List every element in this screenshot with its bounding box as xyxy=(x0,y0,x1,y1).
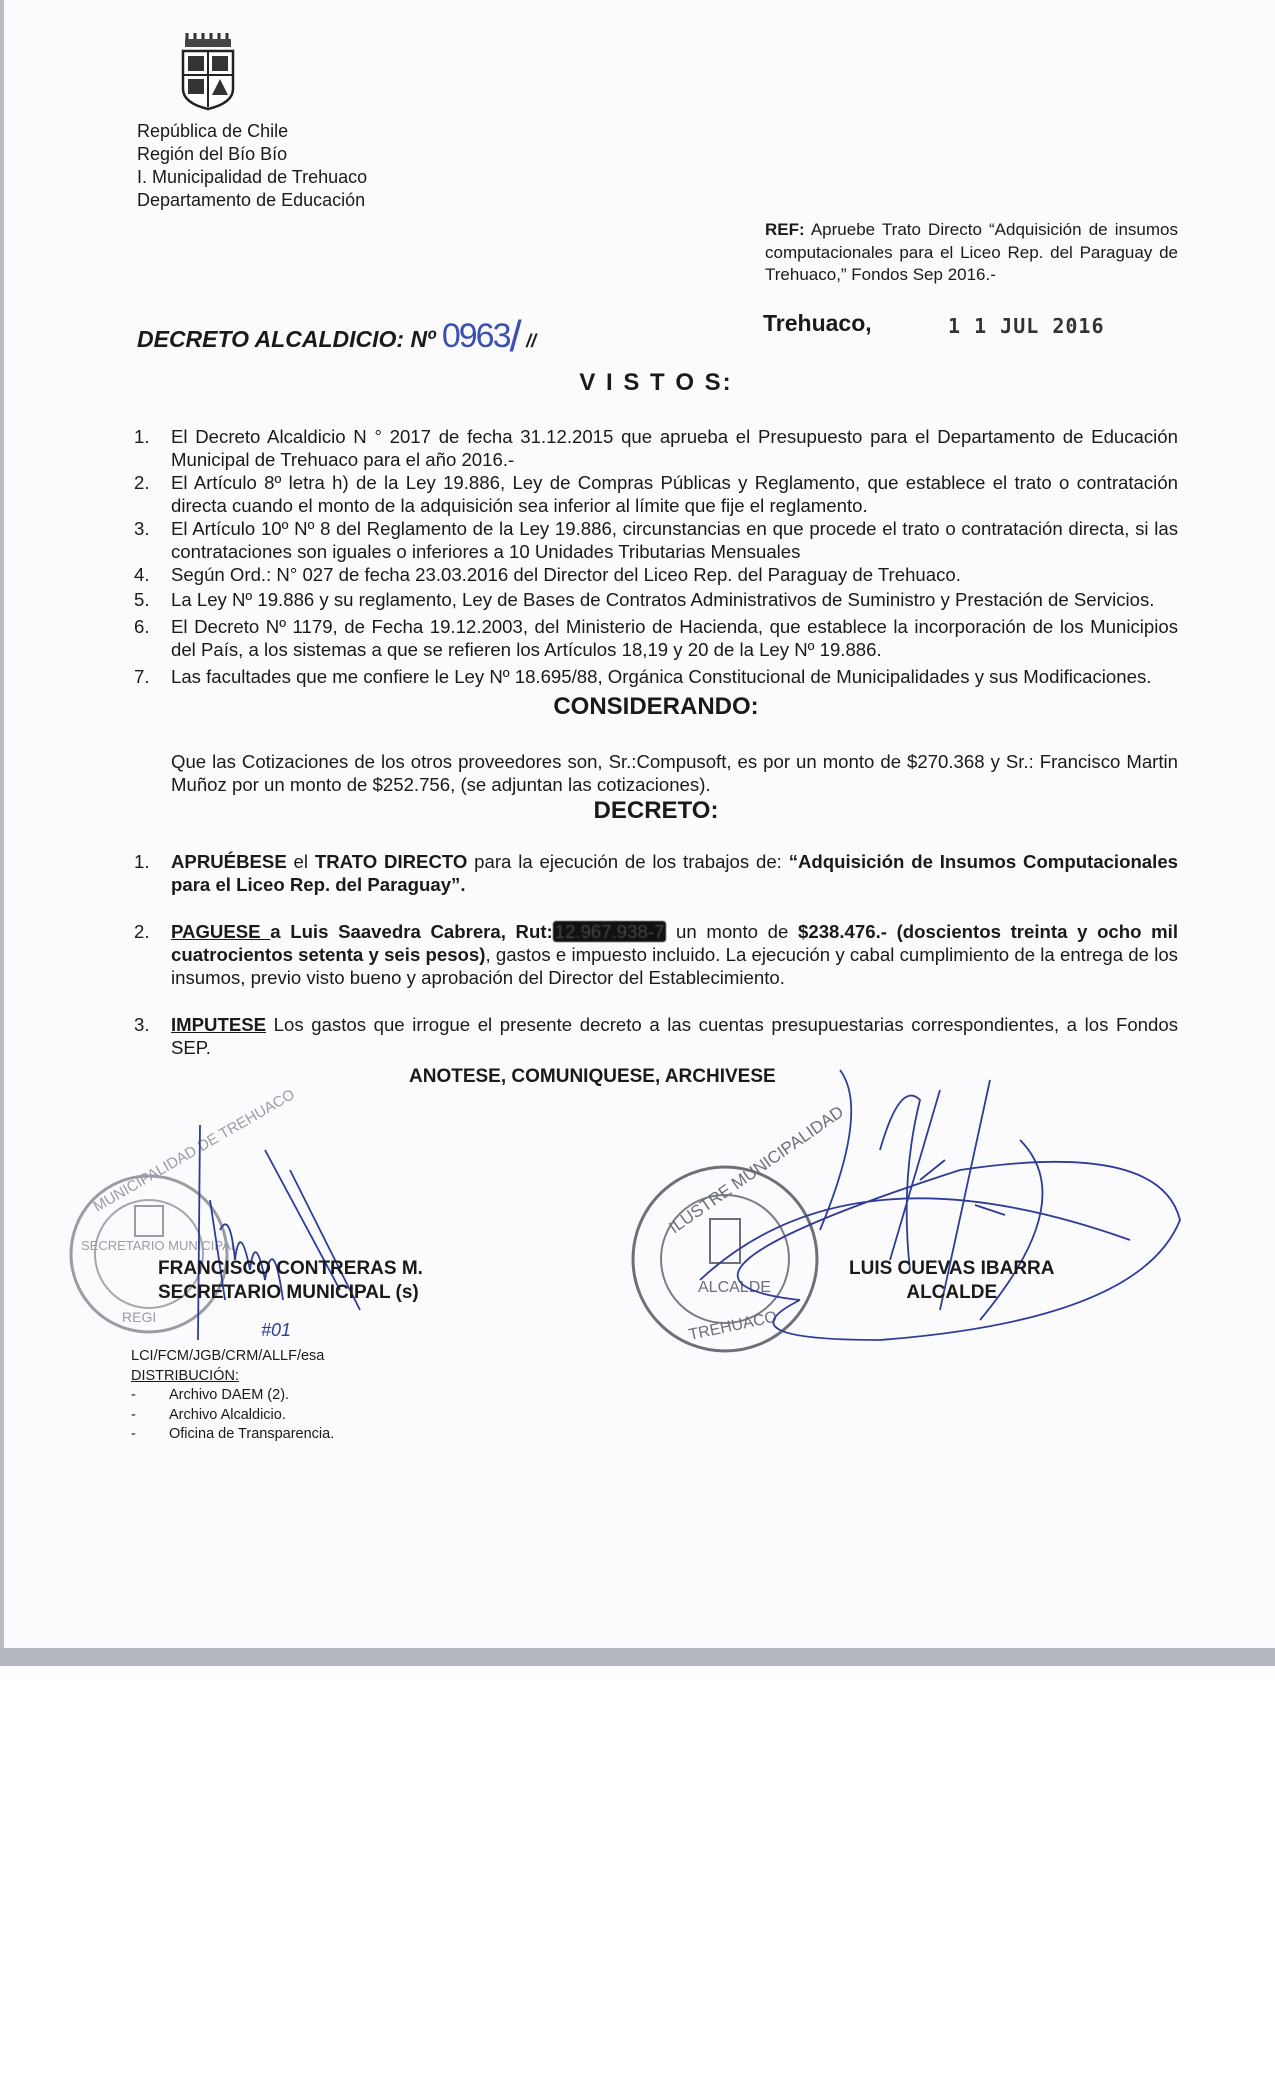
vistos-item: 7. Las facultades que me confiere le Ley Nº 18.695/88, Orgánica Constitucional de Municipalidades y sus Modificaciones. xyxy=(134,666,1152,687)
secretary-signature-block xyxy=(158,1257,423,1305)
vistos-item: 5. La Ley Nº 19.886 y su reglamento, Ley de Bases de Contratos Administrativos de Suministro y Prestación de Servicios. xyxy=(134,589,1155,610)
decree-date-stamp: 1 1 JUL 2016 xyxy=(948,314,1105,338)
decree-number-handwritten: 0963 xyxy=(441,317,510,355)
coat-of-arms-logo xyxy=(177,33,239,111)
decreto-item-pay: 2. PAGUESE a Luis Saavedra Cabrera, Rut: 12.967.938-7 un monto de $238.476.- (doscientos treinta y ocho mil cuatrocientos setenta y seis pesos), gastos e impuesto incluido. La ejecución y cabal cumplimiento de la entrega de los insumos, previo visto bueno y aprobación del Director del Establecimiento. xyxy=(134,921,1179,988)
redacted-rut: 12.967.938-7 xyxy=(554,921,665,942)
issuer-header xyxy=(137,120,367,212)
vistos-item: 2. El Artículo 8º letra h) de la Ley 19.886, Ley de Compras Públicas y Reglamento, que establece el trato o contratación directa cuando el monto de la adquisición sea inferior al límite que fije el reglamento. xyxy=(134,472,1178,516)
vistos-item: 1. El Decreto Alcaldicio N ° 2017 de fecha 31.12.2015 que aprueba el Presupuesto para el Departamento de Educación Municipal de Trehuaco para el año 2016.- xyxy=(134,426,1178,470)
seal-text: ILUSTRE MUNICIPALIDAD xyxy=(665,1102,848,1238)
header-line: I. Municipalidad de Trehuaco xyxy=(137,167,368,187)
header-line: Departamento de Educación xyxy=(137,190,366,210)
ref-label: REF: xyxy=(765,220,805,239)
secretary-signature xyxy=(100,1110,400,1350)
secretary-name: FRANCISCO CONTRERAS M. xyxy=(158,1258,423,1279)
handwritten-note: #01 xyxy=(261,1320,292,1340)
distribution-label: DISTRIBUCIÓN: xyxy=(131,1367,239,1384)
decreto-heading: DECRETO: xyxy=(593,797,719,824)
considerando-text: Que las Cotizaciones de los otros proveedores son, Sr.:Compusoft, es por un monto de $270.368 y Sr.: Francisco Martin Muñoz por un monto de $252.756, (se adjuntan las cotizaciones). xyxy=(171,751,1178,795)
header-line: Región del Bío Bío xyxy=(137,144,288,164)
distribution-item: - Archivo Alcaldicio. xyxy=(131,1406,286,1423)
considerando-heading: CONSIDERANDO: xyxy=(553,693,759,720)
seal-text: REGI xyxy=(122,1309,157,1325)
header-line: República de Chile xyxy=(137,121,289,141)
mayor-role: ALCALDE xyxy=(906,1282,998,1303)
reference-block xyxy=(765,219,1178,287)
decree-title-label: DECRETO ALCALDICIO: Nº xyxy=(137,326,436,352)
closing-formula: ANOTESE, COMUNIQUESE, ARCHIVESE xyxy=(409,1066,776,1087)
decree-title: DECRETO ALCALDICIO: Nº 0963/ // xyxy=(137,312,537,361)
vistos-item: 4. Según Ord.: N° 027 de fecha 23.03.2016 del Director del Liceo Rep. del Paraguay de Trehuaco. xyxy=(134,564,961,585)
footer-block xyxy=(131,1320,335,1445)
seal-text: MUNICIPALIDAD DE TREHUACO xyxy=(90,1085,298,1216)
secretary-role: SECRETARIO MUNICIPAL (s) xyxy=(158,1282,419,1303)
distribution-item: - Archivo DAEM (2). xyxy=(131,1387,290,1403)
seal-text: ALCALDE xyxy=(698,1279,771,1296)
scan-bottom-edge xyxy=(0,1648,1275,1666)
initials: LCI/FCM/JGB/CRM/ALLF/esa xyxy=(131,1348,325,1364)
distribution-item: - Oficina de Transparencia. xyxy=(131,1426,335,1442)
vistos-heading: V I S T O S: xyxy=(579,369,733,396)
decree-place: Trehuaco, xyxy=(763,310,872,336)
vistos-item: 6. El Decreto Nº 1179, de Fecha 19.12.2003, del Ministerio de Hacienda, que establece la incorporación de los Municipios del País, a los sistemas a que se refieren los Artículos 18,19 y 20 de la Ley Nº 19.886. xyxy=(134,616,1178,660)
vistos-list xyxy=(134,425,1178,688)
scan-edge xyxy=(0,0,4,1648)
vistos-item: 3. El Artículo 10º Nº 8 del Reglamento de la Ley 19.886, circunstancias en que procede el trato o contratación directa, si las contrataciones son iguales o inferiores a 10 Unidades Tributarias Mensuales xyxy=(134,518,1178,562)
mayor-name: LUIS CUEVAS IBARRA xyxy=(849,1258,1055,1279)
decreto-item-charge: 3. IMPUTESE Los gastos que irrogue el presente decreto a las cuentas presupuestarias correspondientes, a los Fondos SEP. xyxy=(134,1014,1178,1058)
ref-text: Apruebe Trato Directo “Adquisición de insumos computacionales para el Liceo Rep. del Paraguay de Trehuaco,” Fondos Sep 2016.- xyxy=(765,220,1178,284)
decreto-item-approve: 1. APRUÉBESE el TRATO DIRECTO para la ejecución de los trabajos de: “Adquisición de Insumos Computacionales para el Liceo Rep. del Paraguay”. xyxy=(134,851,1178,895)
seal-text: SECRETARIO MUNICIPAL xyxy=(81,1238,238,1253)
seal-text: TREHUACO xyxy=(687,1308,779,1344)
decreto-list xyxy=(134,850,1178,1059)
mayor-signature-block xyxy=(849,1257,1055,1305)
decree-number-suffix: // xyxy=(526,331,537,351)
decree-body xyxy=(134,368,1178,1089)
